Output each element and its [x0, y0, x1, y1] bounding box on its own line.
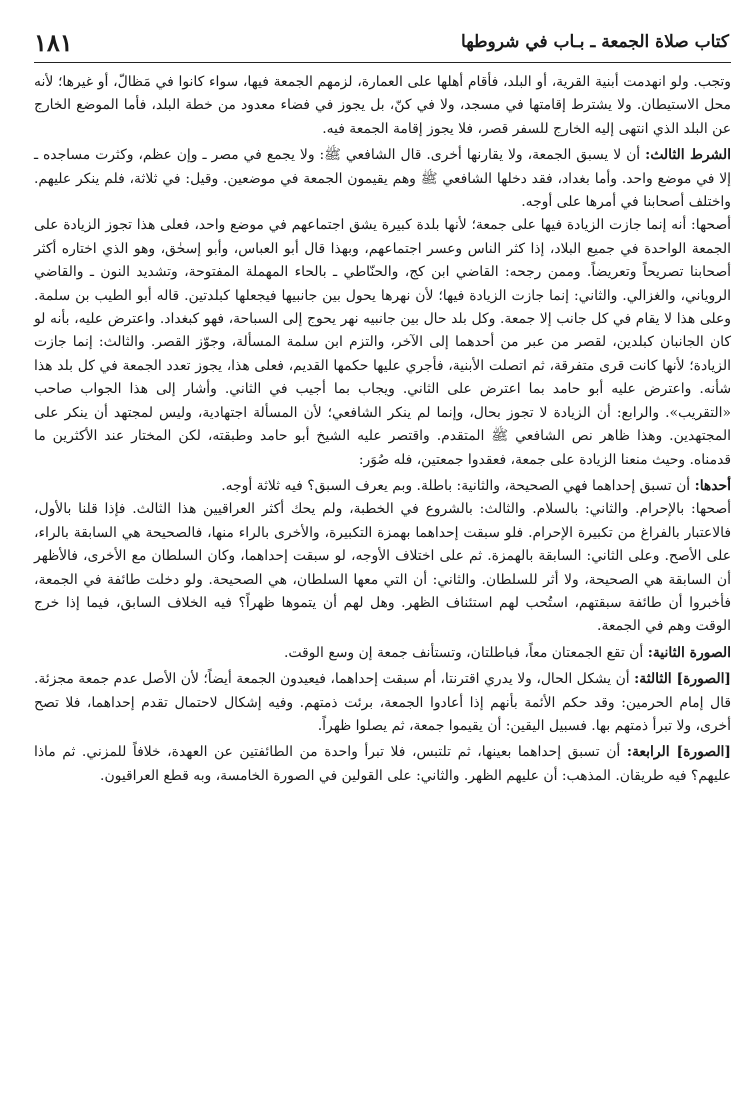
paragraph-third-condition: [34, 144, 731, 214]
paragraph-heading: أحدها:: [694, 477, 731, 494]
page-number: ١٨١: [34, 28, 73, 57]
paragraph-heading: الصورة الثانية:: [647, 644, 731, 661]
paragraph-intro: [34, 71, 731, 141]
paragraph-text: أن يشكل الحال، ولا يدري اقترنتا، أم سبقت إحداهما، فيعيدون الجمعة أيضاً؛ لأن الأصل عدم جمعة مجزئة. قال إمام الحرمين: وقد حكم الأئمة بأنهم إذا أعادوا الجمعة، برئت ذمتهم. وفيه إشكال لاحتمال تقدم إحداهما، فلا تصح أخرى، ولا تبرأ ذمتهم بها. فسبيل اليقين: أن يقيموا جمعة، ثم يصلوا ظهراً.: [34, 671, 731, 734]
paragraph-opinions: [34, 214, 731, 471]
paragraph-text: أن لا يسبق الجمعة، ولا يقارنها أخرى. قال الشافعي ﷺ: ولا يجمع في مصر ـ وإن عظم، وكثرت مساجده ـ إلا في موضع واحد. وأما بغداد، فقد دخلها الشافعي ﷺ وهم يقيمون الجمعة في موضعين. وقيل: في ثلاثة، فلم ينكر عليهم. واختلف أصحابنا في أمرها على أوجه.: [34, 147, 731, 211]
paragraph-text: أن تسبق إحداهما بعينها، ثم تلتبس، فلا تبرأ واحدة من الطائفتين عن العهدة، خلافاً للمزني. ثم ماذا عليهم؟ فيه طريقان. المذهب: أن عليهم الظهر. والثاني: على القولين في الصورة الخامسة، وبه قطع العراقيون.: [34, 744, 731, 784]
paragraph-heading: الشرط الثالث:: [645, 147, 731, 164]
running-header: [34, 28, 731, 63]
paragraph-case-one: [34, 475, 731, 498]
chapter-title: كتاب صلاة الجمعة ـ بـاب في شروطها: [461, 32, 729, 52]
paragraph-case-three: [34, 668, 731, 738]
paragraph-heading: [الصورة] الرابعة:: [626, 744, 731, 761]
paragraph-case-two: [34, 642, 731, 665]
paragraph-heading: [الصورة] الثالثة:: [634, 671, 731, 688]
paragraph-case-one-details: [34, 498, 731, 638]
paragraph-text: وتجب. ولو انهدمت أبنية القرية، أو البلد، فأقام أهلها على العمارة، لزمهم الجمعة فيها، سواء كانوا في مَظالّ، أو غيرها؛ لأنه محل الاستيطان. ولا يشترط إقامتها في مسجد، ولا في كنّ، بل يجوز في فضاء معدود من خطة البلد، فأما الموضع الخارج عن البلد الذي انتهى إليه الخارج للسفر قصر، فلا يجوز إقامة الجمعة فيه.: [34, 74, 731, 137]
paragraph-text: أصحها: بالإحرام. والثاني: بالسلام. والثالث: بالشروع في الخطبة، ولم يحك أكثر العراقيين هذا الثالث. فإذا قلنا بالأول، فالاعتبار بالفراغ من تكبيرة الإحرام. فلو سبقت إحداهما بهمزة التكبيرة، والأخرى بالراء منها، فالصحيحة هي السابقة بالراء، على الأصح. وعلى الثاني: السابقة بالهمزة. ثم على اختلاف الأوجه، لو سبقت إحداهما، وكان السلطان مع الأخرى، فالأظهر أن السابقة هي الصحيحة، ولا أثر للسلطان. والثاني: أن التي معها السلطان، هي الصحيحة. ولو دخلت طائفة في الجمعة، فأخبروا أن طائفة سبقتهم، استُحب لهم استئناف الظهر. وهل لهم أن يتموها ظهراً؟ فيه الخلاف السابق، فيما إذا خرج الوقت وهم في الجمعة.: [34, 501, 731, 635]
paragraph-case-four: [34, 741, 731, 788]
paragraph-text: أن تسبق إحداهما فهي الصحيحة، والثانية: باطلة. وبم يعرف السبق؟ فيه ثلاثة أوجه.: [221, 477, 695, 494]
body-text: [34, 71, 731, 788]
paragraph-text: أصحها: أنه إنما جازت الزيادة فيها على جمعة؛ لأنها بلدة كبيرة يشق اجتماعهم في موضع واحد، فعلى هذا تجوز الزيادة على الجمعة الواحدة في جميع البلاد، إذا كثر الناس وعسر اجتماعهم، وبهذا قال أبو العباس، وأبو إسحٰق، وهو الذي اختاره أكثر أصحابنا تصريحاً وتعريضاً. وممن رجحه: القاضي ابن كج، والحنّاطي ـ بالحاء المهملة المفتوحة، وتشديد النون ـ والقاضي الروياني، والغزالي. والثاني: إنما جازت الزيادة فيها؛ لأن نهرها يحول بين جانبيها فيجعلها كبلدتين. قاله أبو الطيب بن سلمة. وعلى هذا لا يقام في كل جانب إلا جمعة. وكل بلد حال بين جانبيه نهر يحوج إلى السباحة، فهو كبغداد. واعترض عليه، بأنه لو كان الجانبان كبلدين، لقصر من عبر من أحدهما إلى الآخر، والتزم ابن سلمة المسألة، وجوّز القصر. والثالث: إنما جازت الزيادة؛ لأنها كانت قرى متفرقة، ثم اتصلت الأبنية، فأجري عليها حكمها القديم، فعلى هذا، يجوز تعدد الجمعة في كل بلد هذا شأنه. واعترض عليه أبو حامد بما اعترض على الثاني. ويجاب بما أجيب في الثاني. وأشار إلى هذا الجواب صاحب «التقريب». والرابع: أن الزيادة لا تجوز بحال، وإنما لم ينكر الشافعي؛ لأن المسألة اجتهادية، وليس لمجتهد أن ينكر على المجتهدين. وهذا ظاهر نص الشافعي ﷺ المتقدم. واقتصر عليه الشيخ أبو حامد وطبقته، لكن المختار عند الأكثرين ما قدمناه. وحيث منعنا الزيادة على جمعة، فعقدوا جمعتين، فله صُوَر:: [34, 217, 731, 468]
paragraph-text: أن تقع الجمعتان معاً، فباطلتان، وتستأنف جمعة إن وسع الوقت.: [283, 644, 648, 661]
